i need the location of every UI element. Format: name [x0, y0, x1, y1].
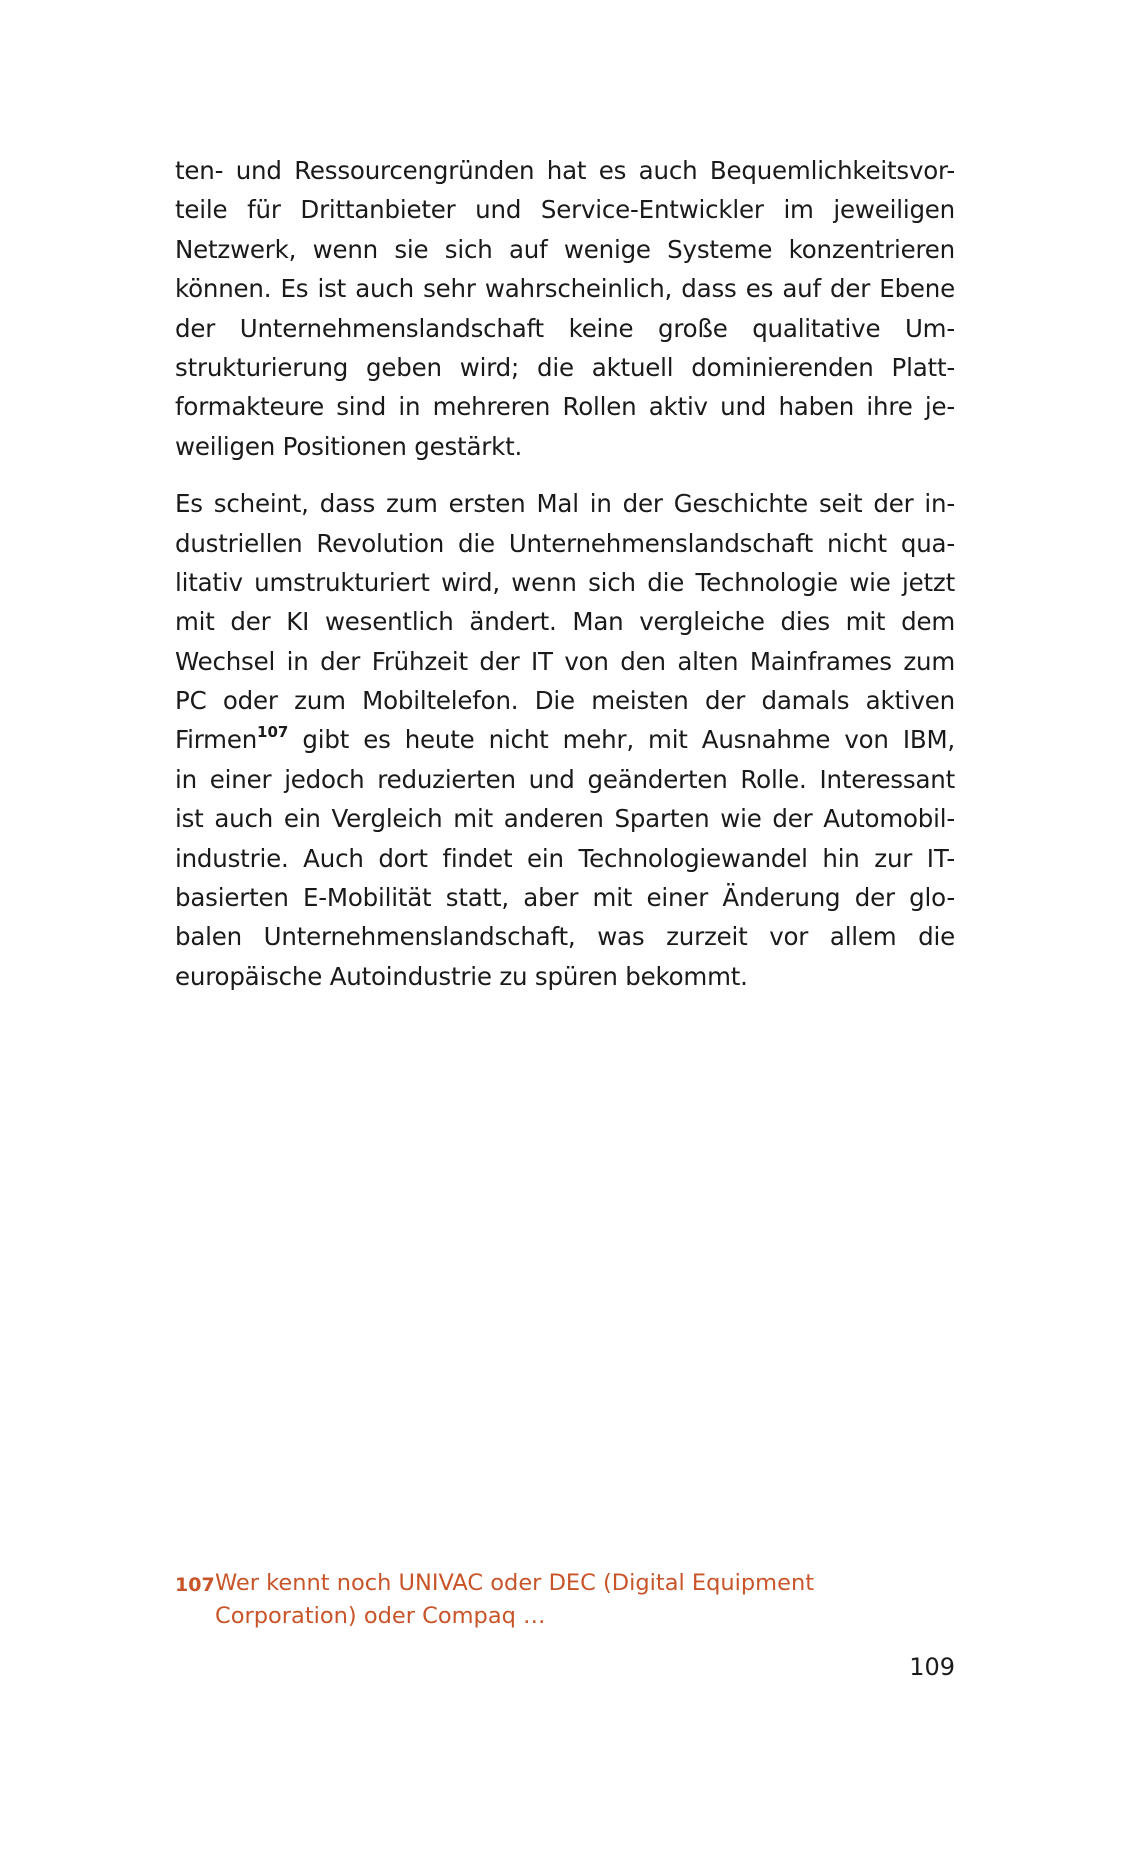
text-line: balen Unternehmenslandschaft, was zurzeit vor allem die [175, 922, 955, 952]
paragraph-gap [175, 466, 955, 484]
footnote-number: 107 [175, 1574, 215, 1596]
text-line: Wechsel in der Frühzeit der IT von den alten Mainframes zum [175, 646, 955, 676]
body-text [175, 151, 955, 996]
text-line: der Unternehmenslandschaft keine große qualitative Um- [175, 313, 955, 343]
text-line: basierten E-Mobilität statt, aber mit einer Änderung der glo- [175, 883, 955, 913]
text-line: europäische Autoindustrie zu spüren bekommt. [175, 961, 748, 991]
text-fragment: Firmen [175, 725, 258, 755]
footnote-reference[interactable]: 107 [257, 723, 289, 742]
text-line: formakteure sind in mehreren Rollen aktiv und haben ihre je- [175, 392, 955, 422]
page-number: 109 [909, 1653, 955, 1681]
text-line: PC oder zum Mobiltelefon. Die meisten der damals aktiven [175, 686, 955, 716]
text-line: industrie. Auch dort findet ein Technologiewandel hin zur IT- [175, 843, 955, 873]
footnote-row [175, 1567, 955, 1633]
text-fragment: gibt es heute nicht mehr, mit Ausnahme von IBM, [302, 725, 955, 755]
text-line: teile für Drittanbieter und Service-Entwickler im jeweiligen [175, 195, 955, 225]
footnote [175, 1567, 955, 1633]
text-line: weiligen Positionen gestärkt. [175, 431, 523, 461]
text-line: litativ umstrukturiert wird, wenn sich die Technologie wie jetzt [175, 567, 955, 597]
text-line: können. Es ist auch sehr wahrscheinlich, dass es auf der Ebene [175, 274, 955, 304]
text-line: ist auch ein Vergleich mit anderen Sparten wie der Automobil- [175, 804, 955, 834]
text-line: ten- und Ressourcengründen hat es auch Bequemlichkeitsvor- [175, 156, 955, 185]
text-line: dustriellen Revolution die Unternehmenslandschaft nicht qua- [175, 528, 955, 558]
footnote-text: Wer kennt noch UNIVAC oder DEC (Digital Equipment Corporation) oder Compaq … [215, 1570, 815, 1629]
text-line: Netzwerk, wenn sie sich auf wenige Systeme konzentrieren [175, 234, 955, 264]
text-line: in einer jedoch reduzierten und geänderten Rolle. Interessant [175, 764, 955, 794]
text-line: strukturierung geben wird; die aktuell dominierenden Platt- [175, 352, 955, 382]
text-line: mit der KI wesentlich ändert. Man vergleiche dies mit dem [175, 607, 955, 637]
text-line-with-footnote [175, 720, 955, 759]
text-line: Es scheint, dass zum ersten Mal in der Geschichte seit der in- [175, 489, 955, 519]
